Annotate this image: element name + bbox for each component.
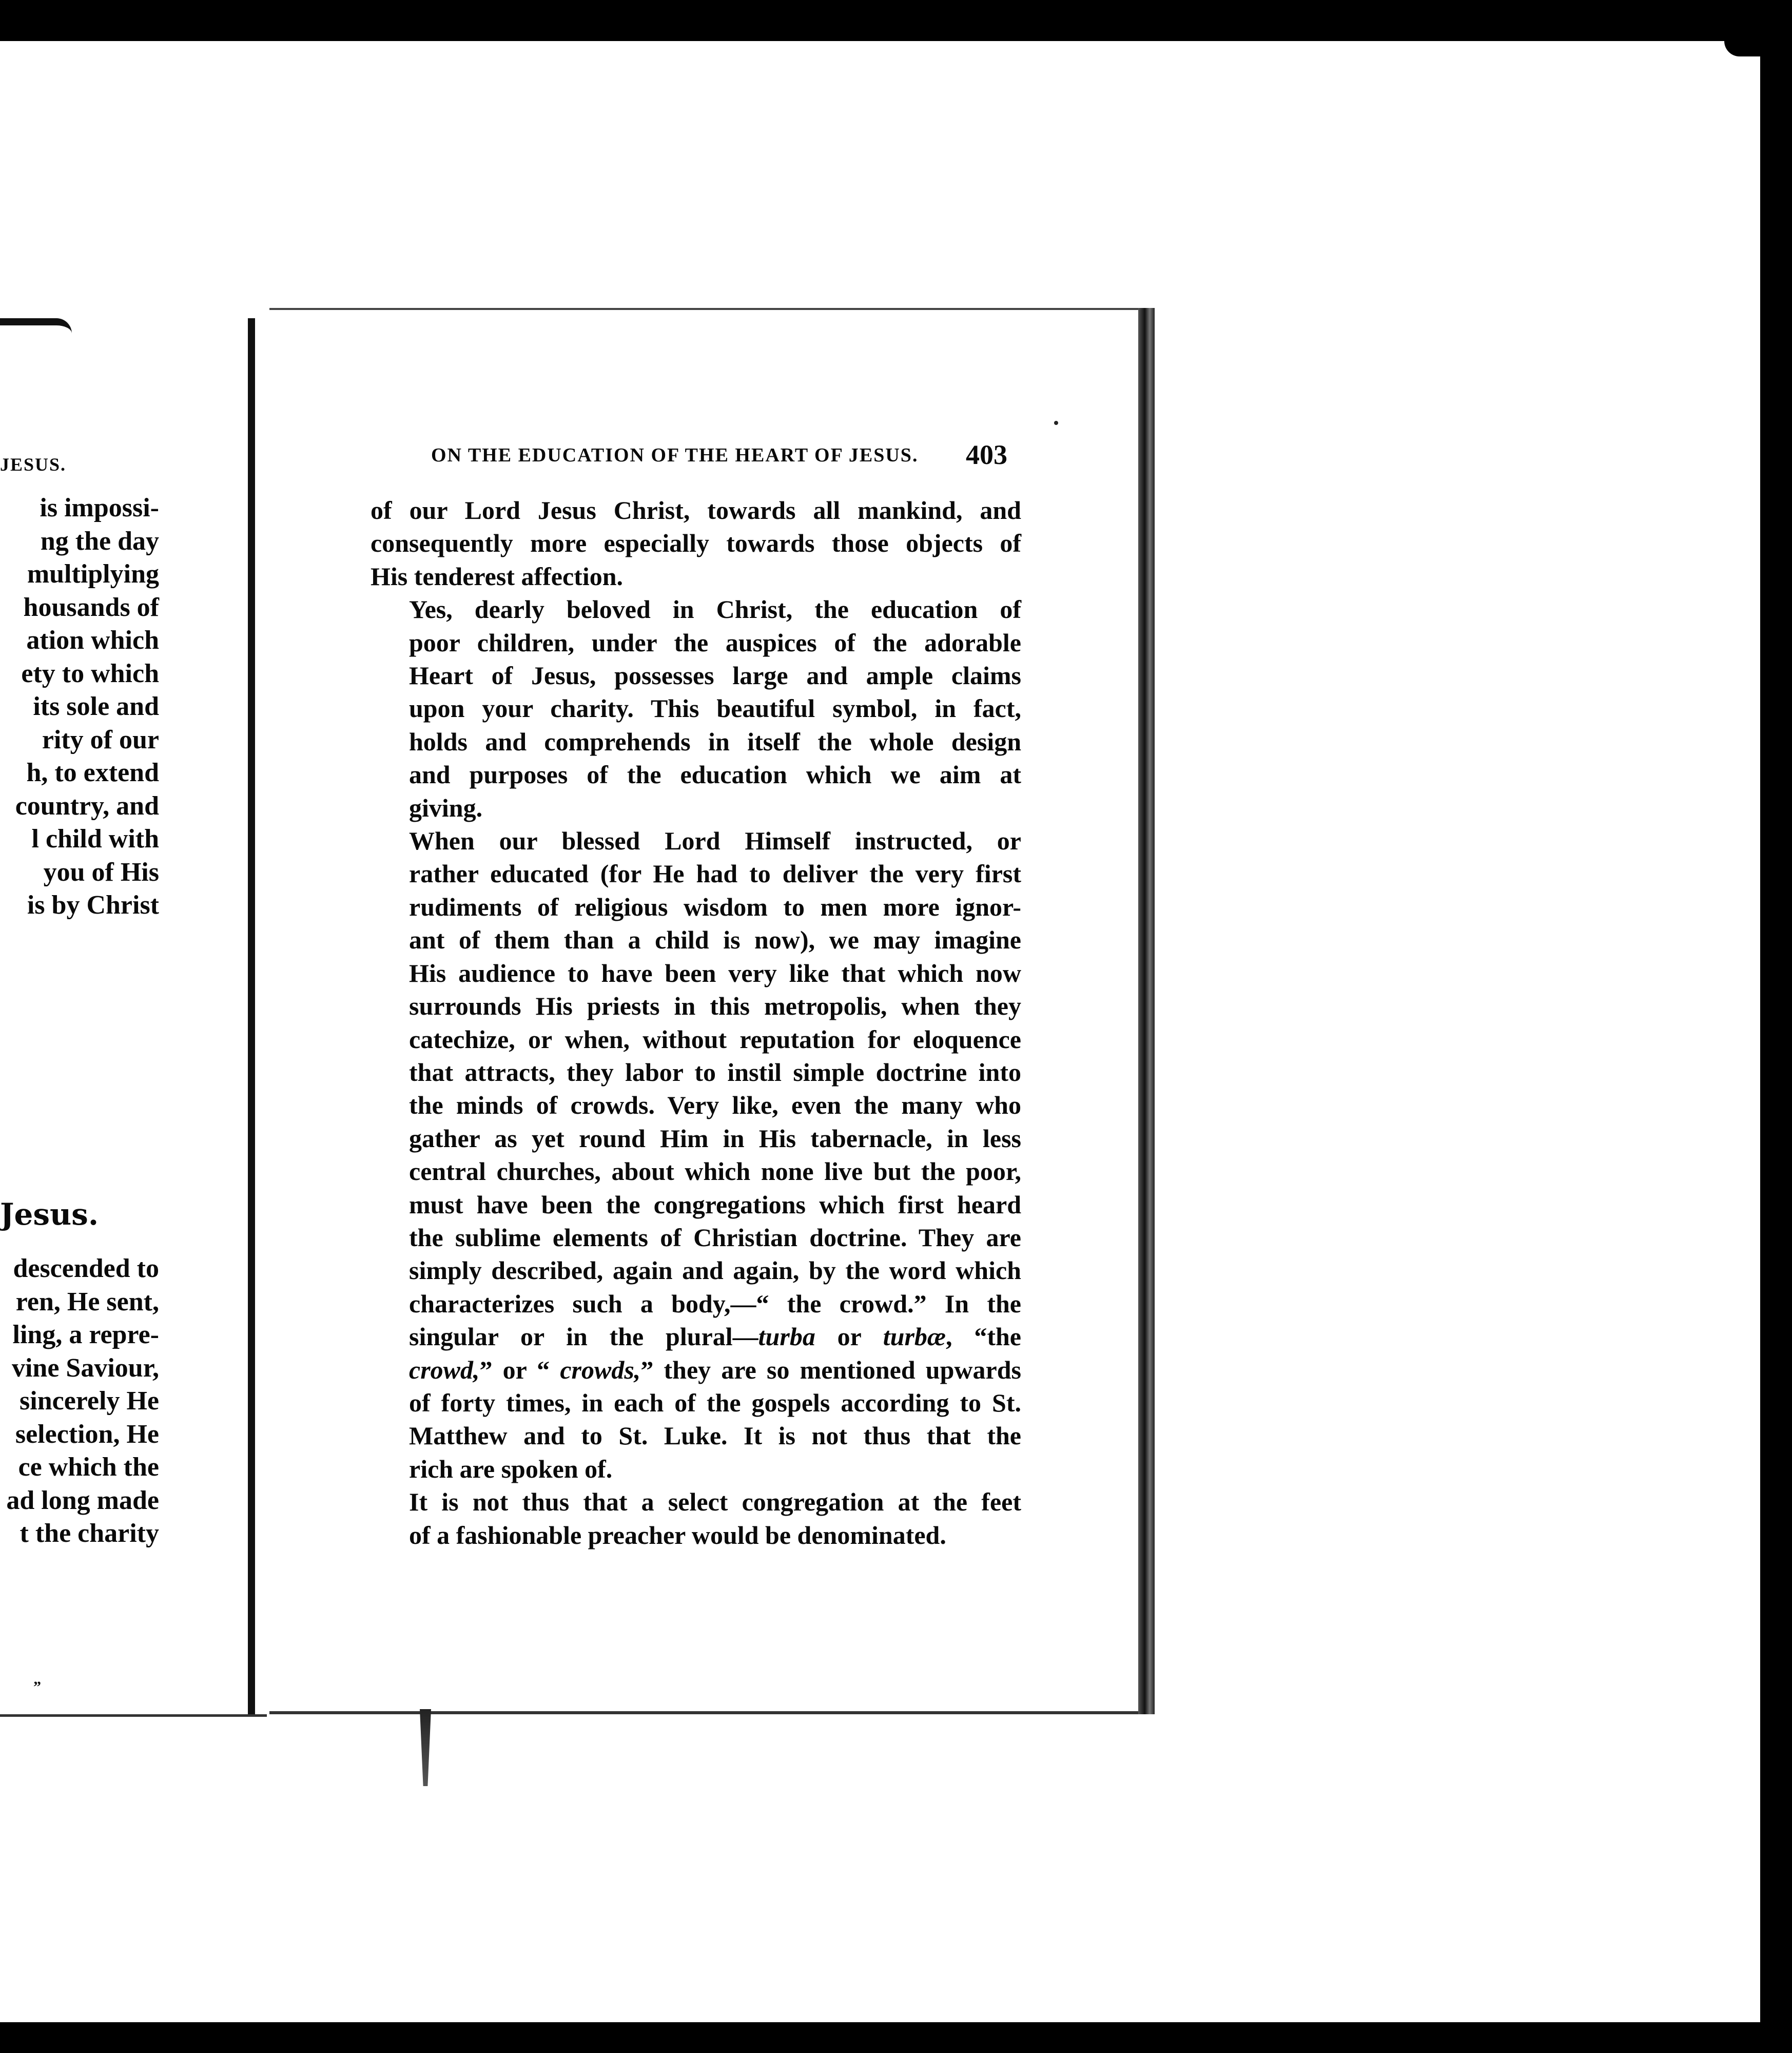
text-line: holds and comprehends in itself the whole design	[409, 727, 1021, 756]
scan-border-top	[0, 0, 1792, 41]
left-text-line: vine Saviour,	[11, 1353, 159, 1383]
text-line: His audience to have been very like that which now	[409, 958, 1021, 987]
left-text-line: h, to extend	[26, 758, 159, 787]
text-line: of a fashionable preacher would be denominated.	[409, 1520, 946, 1550]
paragraph	[371, 494, 1021, 593]
text-line: the minds of crowds. Very like, even the many who	[409, 1091, 1021, 1120]
text-line: rudiments of religious wisdom to men more ignor-	[409, 892, 1021, 921]
left-text-line: country, and	[15, 791, 159, 821]
page-number: 403	[966, 439, 1007, 470]
text-line: singular or in the plural—turba or turbæ, “the	[409, 1322, 1022, 1351]
text-line: consequently more especially towards those objects of	[371, 529, 1021, 558]
text-line: When our blessed Lord Himself instructed, or	[409, 826, 1021, 856]
paragraph	[371, 1485, 1021, 1552]
text-line: and purposes of the education which we aim at	[409, 760, 1021, 789]
left-text-line: l child with	[31, 824, 159, 854]
text-line: rather educated (for He had to deliver the very first	[409, 859, 1021, 888]
left-text-line: is by Christ	[27, 890, 159, 920]
ribbon-bookmark	[420, 1709, 431, 1786]
text-line: Yes, dearly beloved in Christ, the education of	[409, 595, 1021, 624]
text-line: rich are spoken of.	[409, 1454, 613, 1483]
text-line: that attracts, they labor to instil simple doctrine into	[409, 1057, 1021, 1087]
text-line: upon your charity. This beautiful symbol, in fact,	[409, 694, 1021, 723]
left-text-line: ce which the	[18, 1452, 159, 1482]
left-text-line: descended to	[13, 1254, 159, 1283]
left-text-line: t the charity	[20, 1519, 159, 1548]
text-line: characterizes such a body,—“ the crowd.” In the	[409, 1289, 1021, 1318]
page-edges	[1138, 308, 1155, 1714]
text-line: of forty times, in each of the gospels according to St.	[409, 1388, 1021, 1417]
paragraph	[371, 593, 1021, 824]
left-text-line: ren, He sent,	[15, 1287, 159, 1316]
text-line: of our Lord Jesus Christ, towards all mankind, and	[371, 496, 1021, 525]
text-line: the sublime elements of Christian doctrine. They are	[409, 1223, 1021, 1252]
body-text	[371, 494, 1021, 1552]
scan-border-bottom	[0, 2022, 1792, 2053]
text-line: giving.	[409, 793, 483, 822]
left-text-line: ling, a repre-	[12, 1320, 159, 1349]
text-line: must have been the congregations which first heard	[409, 1190, 1021, 1219]
text-line: gather as yet round Him in His tabernacle, in less	[409, 1124, 1021, 1153]
text-line: ant of them than a child is now), we may imagine	[409, 925, 1021, 955]
left-text-line: ad long made	[6, 1485, 159, 1515]
running-head: ON THE EDUCATION OF THE HEART OF JESUS.	[431, 444, 919, 466]
left-text-line: selection, He	[15, 1419, 159, 1449]
text-line: catechize, or when, without reputation for eloquence	[409, 1024, 1021, 1054]
book-gutter	[248, 318, 255, 1714]
text-line: Heart of Jesus, possesses large and ample claims	[409, 661, 1021, 690]
scan-border-right	[1760, 41, 1792, 2053]
text-line: It is not thus that a select congregation at the feet	[409, 1487, 1021, 1517]
left-text-line: housands of	[23, 592, 159, 622]
text-line: Matthew and to St. Luke. It is not thus that the	[409, 1421, 1021, 1450]
text-line: surrounds His priests in this metropolis, when they	[409, 992, 1021, 1021]
page-curl	[0, 318, 72, 346]
left-section-heading: Jesus.	[0, 1197, 99, 1232]
left-text-line: is impossi-	[40, 493, 159, 522]
text-line: His tenderest affection.	[371, 561, 624, 591]
left-text-line: ng the day	[40, 526, 159, 556]
left-text-line: you of His	[43, 857, 159, 887]
left-text-line: ation which	[26, 626, 159, 655]
left-footer-mark: ”	[33, 1678, 41, 1695]
paragraph	[371, 824, 1021, 1485]
left-text-line: multiplying	[27, 559, 159, 589]
text-line: simply described, again and again, by the word which	[409, 1256, 1021, 1285]
left-text-line: rity of our	[42, 725, 159, 754]
left-text-line: its sole and	[33, 692, 159, 721]
text-line: central churches, about which none live but the poor,	[409, 1157, 1021, 1186]
ink-speck	[1054, 421, 1058, 425]
left-text-line: sincerely He	[20, 1386, 159, 1416]
text-line: poor children, under the auspices of the adorable	[409, 628, 1021, 657]
text-line: crowd,” or “ crowds,” they are so mentioned upwards	[409, 1355, 1021, 1384]
left-running-head: JESUS.	[0, 454, 67, 475]
left-text-line: ety to which	[21, 658, 159, 688]
